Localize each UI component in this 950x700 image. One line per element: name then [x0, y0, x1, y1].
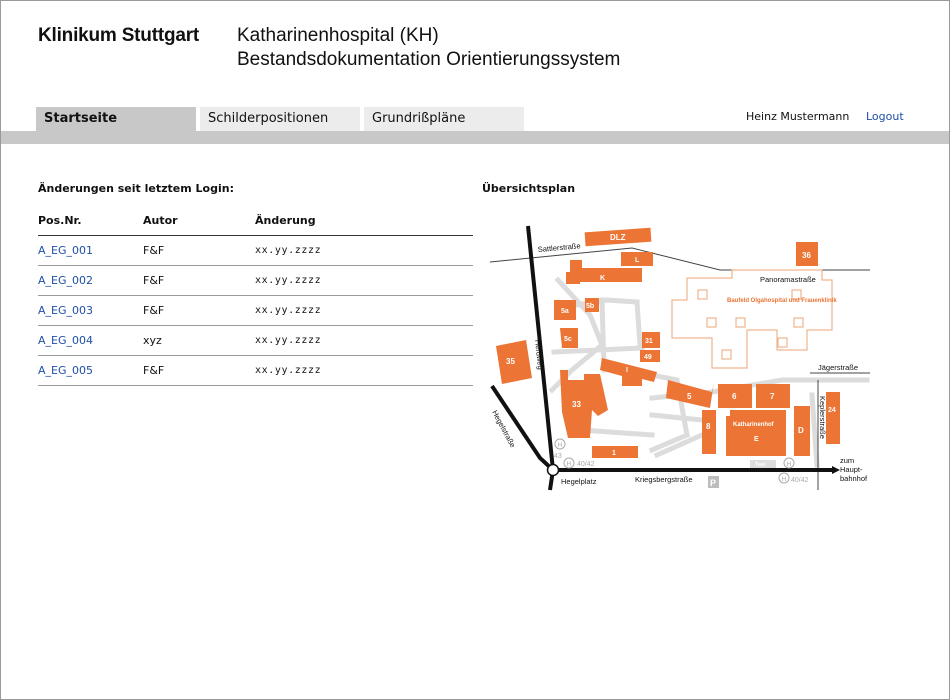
label-zum: zum	[840, 456, 855, 465]
label-5b: 5b	[586, 303, 595, 310]
label-bahnhof: bahnhof	[840, 474, 868, 483]
change-cell: xx.yy.zzzz	[255, 236, 473, 266]
label-d: D	[798, 426, 804, 435]
overview-heading: Übersichtsplan	[482, 182, 576, 195]
building-i	[600, 358, 657, 386]
label-e: E	[754, 436, 759, 443]
user-name: Heinz Mustermann	[746, 110, 850, 123]
author-cell: xyz	[143, 326, 255, 356]
change-cell: xx.yy.zzzz	[255, 326, 473, 356]
change-cell: xx.yy.zzzz	[255, 266, 473, 296]
author-cell: F&F	[143, 356, 255, 386]
bus-stop-icon-label: H	[566, 461, 572, 468]
tab-schilderpositionen[interactable]: Schilderpositionen	[200, 107, 360, 131]
label-i: I	[626, 367, 628, 374]
label-katharinenhof: Katharinenhof	[733, 422, 774, 428]
stop-43: 43	[554, 453, 562, 460]
table-row	[38, 356, 473, 386]
changes-heading: Änderungen seit letztem Login:	[38, 182, 234, 195]
arrow-hauptbahnhof	[832, 466, 840, 474]
bus-stop-icon-label: H	[781, 476, 787, 483]
nav-bar	[1, 131, 949, 144]
tab-startseite[interactable]: Startseite	[36, 107, 196, 131]
label-36: 36	[802, 251, 811, 260]
label-31: 31	[645, 338, 653, 345]
brand-title: Klinikum Stuttgart	[38, 25, 200, 46]
tab-grundrissplaene[interactable]: Grundrißpläne	[364, 107, 524, 131]
label-hegelstrasse: Hegelstraße	[490, 408, 518, 450]
pos-link[interactable]: A_EG_003	[38, 304, 93, 317]
label-keplerstrasse: Keplerstraße	[818, 396, 827, 439]
building-24	[826, 392, 840, 444]
label-parking: P	[710, 478, 717, 488]
label-7: 7	[770, 392, 775, 401]
label-taxi: Taxi	[755, 462, 766, 468]
pos-link[interactable]: A_EG_001	[38, 244, 93, 257]
change-cell: xx.yy.zzzz	[255, 296, 473, 326]
table-row	[38, 266, 473, 296]
label-panoramastrasse: Panoramastraße	[760, 275, 816, 284]
bus-stop-icon-label: H	[557, 442, 563, 449]
label-kriegsbergstrasse: Kriegsbergstraße	[635, 475, 693, 484]
bus-stop-icon-label: H	[786, 461, 792, 468]
label-sattlerstrasse: Sattlerstraße	[537, 241, 581, 254]
construction-area	[672, 270, 832, 368]
table-header-row	[38, 214, 473, 236]
author-cell: F&F	[143, 296, 255, 326]
label-hegelplatz: Hegelplatz	[561, 477, 597, 486]
label-haupt: Haupt-	[840, 465, 863, 474]
stop-40-42-east: 40/42	[791, 477, 809, 484]
label-6: 6	[732, 392, 737, 401]
label-24: 24	[828, 407, 836, 414]
label-5a: 5a	[561, 308, 569, 315]
label-8: 8	[706, 422, 711, 431]
label-l: L	[635, 257, 640, 264]
label-49: 49	[644, 354, 652, 361]
construction-label: Baufeld Olgahospital und Frauenklinik	[727, 298, 837, 304]
label-dlz: DLZ	[610, 233, 626, 242]
pos-link[interactable]: A_EG_005	[38, 364, 93, 377]
side-streets	[490, 248, 870, 490]
label-1: 1	[612, 450, 616, 457]
label-k: K	[600, 275, 606, 282]
pos-link[interactable]: A_EG_002	[38, 274, 93, 287]
table-row	[38, 296, 473, 326]
label-5c: 5c	[564, 336, 572, 343]
site-description: Bestandsdokumentation Orientierungssystem	[237, 49, 621, 70]
building-8	[702, 410, 716, 454]
label-jaegerstrasse: Jägerstraße	[818, 363, 859, 372]
building-e	[726, 410, 786, 456]
table-row	[38, 326, 473, 356]
label-33: 33	[572, 400, 581, 409]
label-35: 35	[506, 357, 515, 366]
column-header-change: Änderung	[255, 214, 473, 236]
label-herdweg: Herdweg	[533, 339, 546, 371]
site-subtitle: Katharinenhospital (KH)	[237, 25, 439, 46]
column-header-pos: Pos.Nr.	[38, 214, 143, 236]
column-header-author: Autor	[143, 214, 255, 236]
logout-link[interactable]: Logout	[866, 110, 904, 123]
site-map[interactable]	[482, 220, 874, 495]
hegelplatz-node	[548, 465, 559, 476]
pos-link[interactable]: A_EG_004	[38, 334, 93, 347]
building-33	[560, 370, 608, 438]
table-row	[38, 236, 473, 266]
author-cell: F&F	[143, 266, 255, 296]
changes-table	[38, 214, 473, 386]
label-5: 5	[687, 392, 692, 401]
change-cell: xx.yy.zzzz	[255, 356, 473, 386]
author-cell: F&F	[143, 236, 255, 266]
stop-40-42-west: 40/42	[577, 461, 595, 468]
